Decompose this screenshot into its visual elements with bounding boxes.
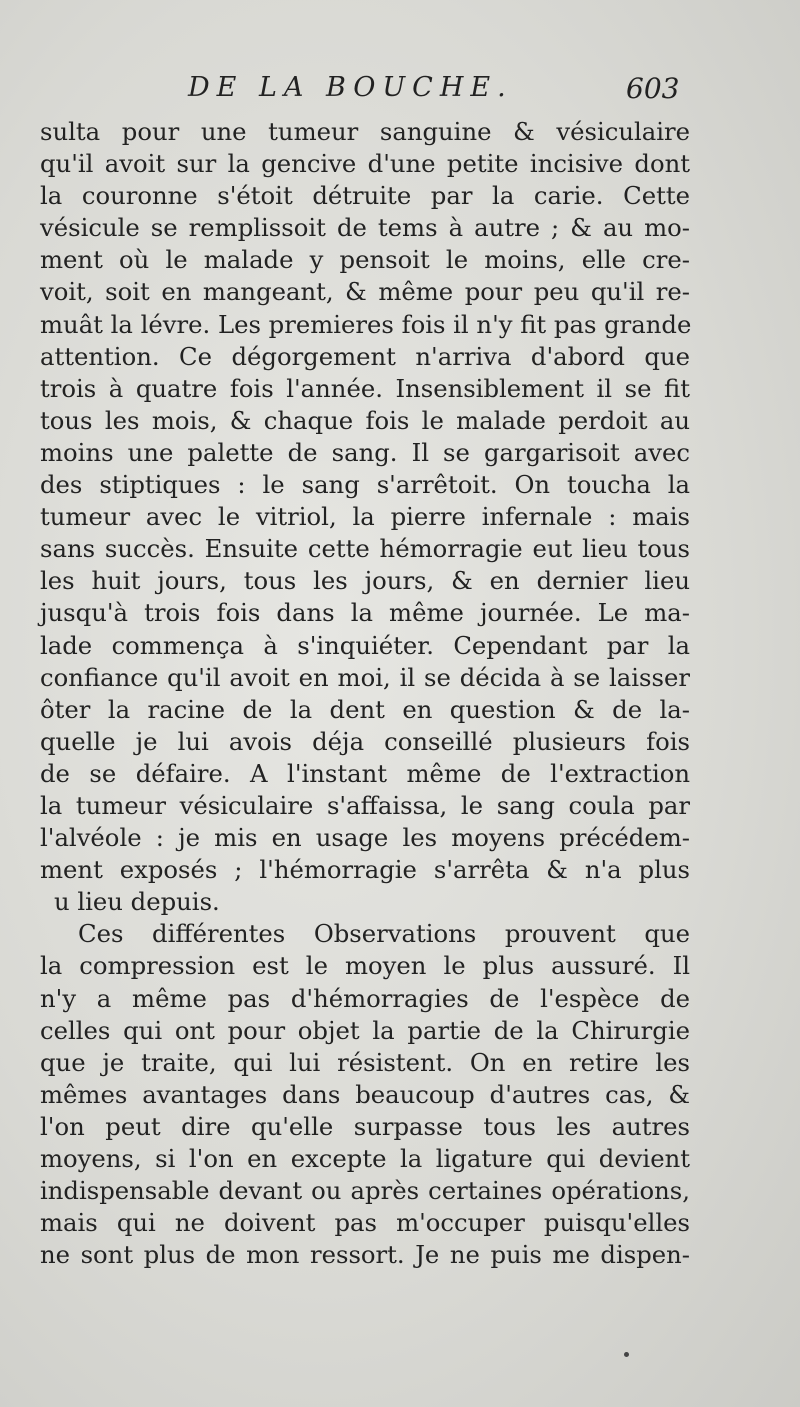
text-line: de se défaire. A l'instant même de l'extraction <box>40 758 690 788</box>
text-line: ne sont plus de mon ressort. Je ne puis me dispen- <box>40 1240 690 1270</box>
text-line: quelle je lui avois déja conseillé plusieurs fois <box>40 726 690 756</box>
text-line: vésicule se remplissoit de tems à autre ; & au mo- <box>40 213 690 243</box>
text-line: mêmes avantages dans beaucoup d'autres cas, & <box>40 1079 690 1109</box>
text-line: la couronne s'étoit détruite par la carie. Cette <box>40 181 690 211</box>
text-line: mais qui ne doivent pas m'occuper puisqu'elles <box>40 1208 690 1238</box>
text-line: n'y a même pas d'hémorragies de l'espèce de <box>40 983 690 1013</box>
text-line: voit, soit en mangeant, & même pour peu qu'il re- <box>40 277 690 307</box>
text-line: la tumeur vésiculaire s'affaissa, le sang coula par <box>40 790 690 820</box>
text-line: ment exposés ; l'hémorragie s'arrêta & n'a plus <box>40 855 690 885</box>
text-line: attention. Ce dégorgement n'arriva d'abord que <box>40 341 690 371</box>
page-header <box>0 72 800 122</box>
text-line: ôter la racine de la dent en question & de la- <box>40 694 690 724</box>
text-line: moyens, si l'on en excepte la ligature qui devient <box>40 1144 690 1173</box>
text-line: lade commença à s'inquiéter. Cependant par la <box>40 630 690 660</box>
text-line: tous les mois, & chaque fois le malade perdoit au <box>40 405 690 435</box>
text-line: que je traite, qui lui résistent. On en retire les <box>40 1047 690 1077</box>
text-line: tumeur avec le vitriol, la pierre infernale : mais <box>40 502 690 532</box>
ink-speck <box>624 1352 629 1357</box>
text-line: sans succès. Ensuite cette hémorragie eut lieu tous <box>40 534 690 564</box>
text-line: jusqu'à trois fois dans la même journée. Le ma- <box>40 598 690 628</box>
text-line: muât la lévre. Les premieres fois il n'y fit pas grande <box>40 309 692 339</box>
text-line: l'on peut dire qu'elle surpasse tous les autres <box>40 1111 690 1141</box>
text-line: moins une palette de sang. Il se gargarisoit avec <box>40 437 690 467</box>
running-title: DE LA BOUCHE. <box>188 72 513 103</box>
text-line: des stiptiques : le sang s'arrêtoit. On toucha la <box>40 470 690 500</box>
text-line: l'alvéole : je mis en usage les moyens précédem- <box>40 823 690 853</box>
text-line: trois à quatre fois l'année. Insensiblement il se fit <box>40 373 690 403</box>
text-line: u lieu depuis. <box>54 887 220 917</box>
text-line: indispensable devant ou après certaines opérations, <box>40 1176 690 1206</box>
body-text <box>40 116 690 1271</box>
page-number: 603 <box>626 72 680 105</box>
text-line: ment où le malade y pensoit le moins, elle cre- <box>40 245 690 275</box>
text-line: confiance qu'il avoit en moi, il se décida à se laisser <box>40 662 690 692</box>
text-line: qu'il avoit sur la gencive d'une petite incisive dont <box>40 149 690 179</box>
text-line: sulta pour une tumeur sanguine & vésiculaire <box>40 117 690 146</box>
text-line: les huit jours, tous les jours, & en dernier lieu <box>40 566 690 596</box>
text-line: la compression est le moyen le plus aussuré. Il <box>40 951 690 981</box>
text-line: celles qui ont pour objet la partie de la Chirurgie <box>40 1015 690 1045</box>
text-line: Ces différentes Observations prouvent que <box>78 919 690 949</box>
